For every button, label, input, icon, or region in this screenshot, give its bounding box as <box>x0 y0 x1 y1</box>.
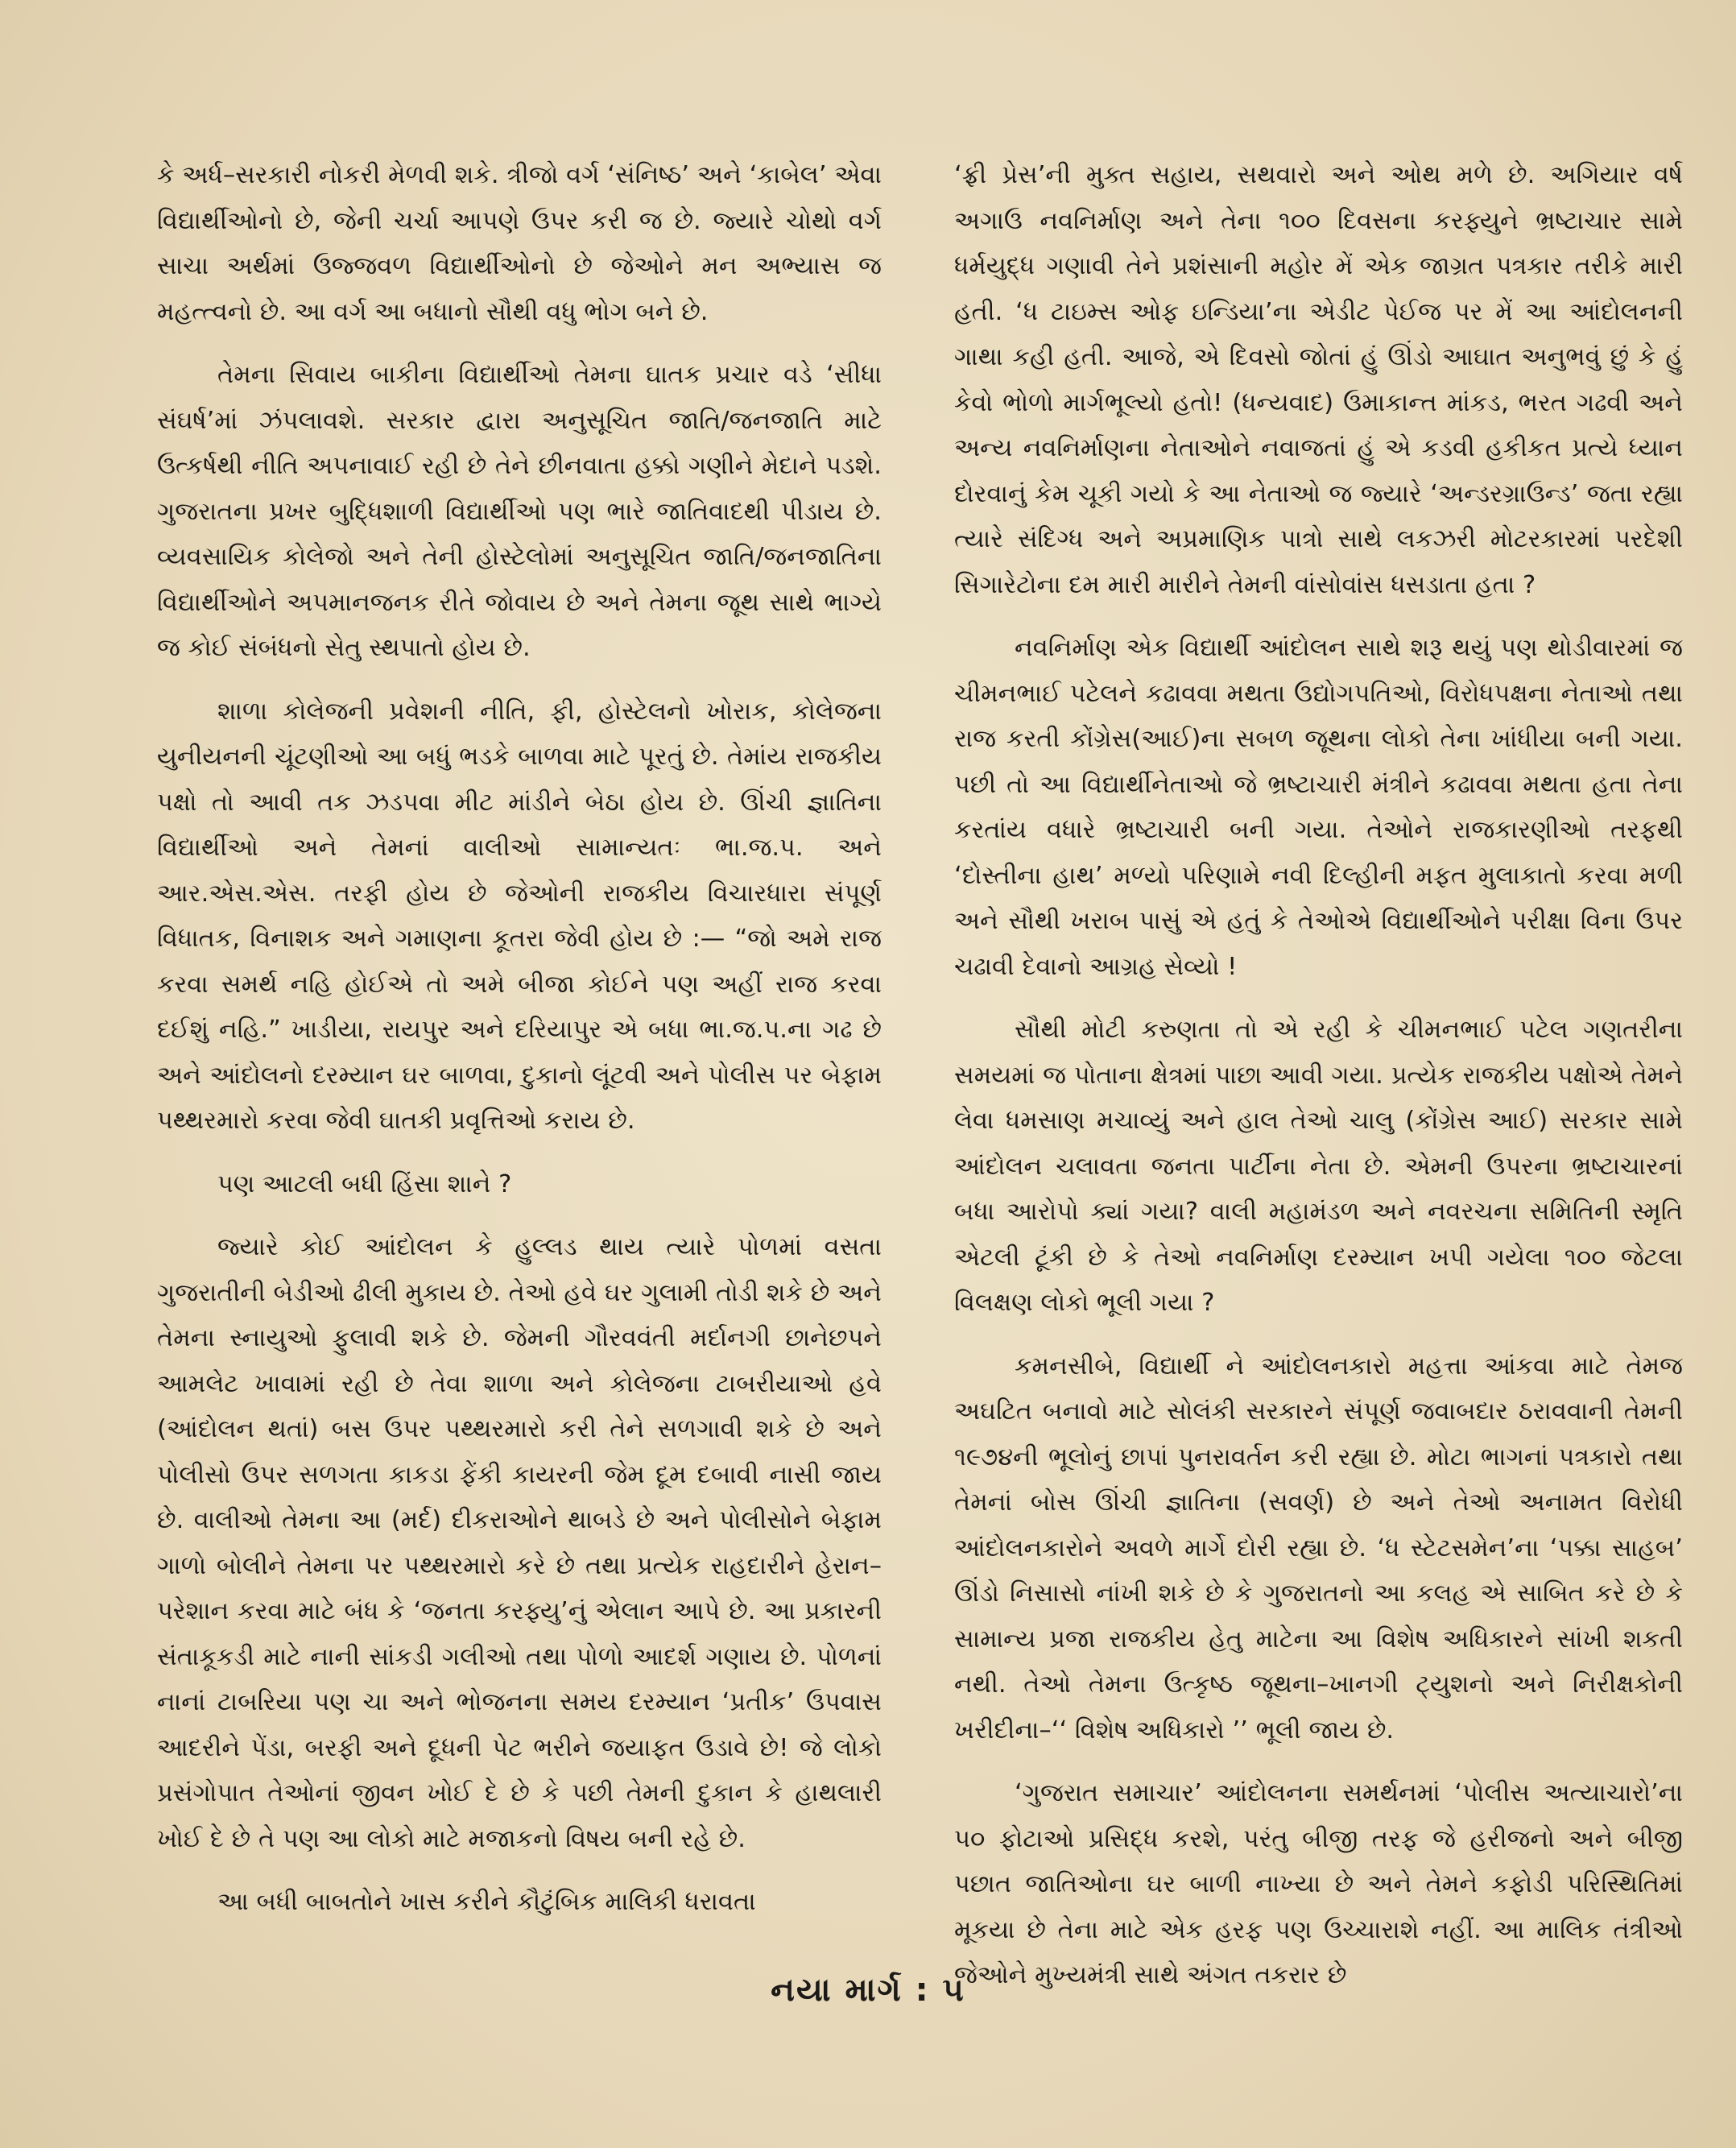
right-paragraph-5: ‘ગુજરાત સમાચાર’ આંદોલનના સમર્થનમાં ‘પોલીસ અત્યાચારો’ના ૫૦ ફોટાઓ પ્રસિદ્ધ કરશે, પરંતુ બીજી તરફ જે હરીજનો અને બીજી પછાત જાતિઓના ઘર બાળી નાખ્યા છે અને તેમને કફોડી પરિસ્થિતિમાં મૂકયા છે તેના માટે એક હરફ પણ ઉચ્ચારાશે નહીં. આ માલિક તંત્રીઓ જેઓને મુખ્યમંત્રી સાથે અંગત તકરાર છે <box>954 1779 1683 1989</box>
section-heading: પણ આટલી બધી હિંસા શાને ? <box>217 1169 512 1198</box>
right-paragraph-3: સૌથી મોટી કરુણતા તો એ રહી કે ચીમનભાઈ પટેલ ગણતરીના સમયમાં જ પોતાના ક્ષેત્રમાં પાછા આવી ગયા. પ્રત્યેક રાજકીય પક્ષોએ તેમને લેવા ધમસાણ મચાવ્યું અને હાલ તેઓ ચાલુ (કોંગ્રેસ આઈ) સરકાર સામે આંદોલન ચલાવતા જનતા પાર્ટીના નેતા છે. એમની ઉપરના ભ્રષ્ટાચારનાં બધા આરોપો ક્યાં ગયા? વાલી મહામંડળ અને નવરચના સમિતિની સ્મૃતિ એટલી ટૂંકી છે કે તેઓ નવનિર્માણ દરમ્યાન ખપી ગયેલા ૧૦૦ જેટલા વિલક્ષણ લોકો ભૂલી ગયા ? <box>954 1016 1683 1317</box>
right-paragraph-2: નવનિર્માણ એક વિદ્યાર્થી આંદોલન સાથે શરૂ થયું પણ થોડીવારમાં જ ચીમનભાઈ પટેલને કઢાવવા મથતા ઉદ્યોગપતિઓ, વિરોધપક્ષના નેતાઓ તથા રાજ કરતી કોંગ્રેસ(આઈ)ના સબળ જૂથના લોકો તેના ખાંધીયા બની ગયા. પછી તો આ વિદ્યાર્થીનેતાઓ જે ભ્રષ્ટાચારી મંત્રીને કઢાવવા મથતા હતા તેના કરતાંય વધારે ભ્રષ્ટાચારી બની ગયા. તેઓને રાજકારણીઓ તરફથી ‘દોસ્તીના હાથ’ મળ્યો પરિણામે નવી દિલ્હીની મફત મુલાકાતો કરવા મળી અને સૌથી ખરાબ પાસું એ હતું કે તેઓએ વિદ્યાર્થીઓને પરીક્ષા વિના ઉપર ચઢાવી દેવાનો આગ્રહ સેવ્યો ! <box>954 634 1684 981</box>
left-paragraph-2: તેમના સિવાય બાકીના વિદ્યાર્થીઓ તેમના ઘાતક પ્રચાર વડે ‘સીધા સંઘર્ષ’માં ઝંપલાવશે. સરકાર દ્વારા અનુસૂચિત જાતિ/જનજાતિ માટે ઉત્કર્ષથી નીતિ અપનાવાઈ રહી છે તેને છીનવાતા હક્કો ગણીને મેદાને પડશે. ગુજરાતના પ્રખર બુદ્ધિશાળી વિદ્યાર્થીઓ પણ ભારે જાતિવાદથી પીડાય છે. વ્યવસાયિક કોલેજો અને તેની હોસ્ટેલોમાં અનુસૂચિત જાતિ/જનજાતિના વિદ્યાર્થીઓને અપમાનજનક રીતે જોવાય છે અને તેમના જૂથ સાથે ભાગ્યે જ કોઈ સંબંધનો સેતુ સ્થપાતો હોય છે. <box>157 361 882 662</box>
left-paragraph-3: શાળા કોલેજની પ્રવેશની નીતિ, ફી, હોસ્ટેલનો ખોરાક, કોલેજના યુનીયનની ચૂંટણીઓ આ બધું ભડકે બાળવા માટે પૂરતું છે. તેમાંય રાજકીય પક્ષો તો આવી તક ઝડપવા મીટ માંડીને બેઠા હોય છે. ઊંચી જ્ઞાતિના વિદ્યાર્થીઓ અને તેમનાં વાલીઓ સામાન્યતઃ ભા.જ.પ. અને આર.એસ.એસ. તરફી હોય છે જેઓની રાજકીય વિચારધારા સંપૂર્ણ વિધાતક, વિનાશક અને ગમાણના કૂતરા જેવી હોય છે :— “જો અમે રાજ કરવા સમર્થ નહિ હોઈએ તો અમે બીજા કોઈને પણ અહીં રાજ કરવા દઈશું નહિ.” ખાડીયા, રાયપુર અને દરિયાપુર એ બધા ભા.જ.પ.ના ગઢ છે અને આંદોલનો દરમ્યાન ઘર બાળવા, દુકાનો લૂંટવી અને પોલીસ પર બેફામ પથ્થરમારો કરવા જેવી ઘાતકી પ્રવૃત્તિઓ કરાય છે. <box>157 697 882 1135</box>
left-paragraph-1: કે અર્ધ–સરકારી નોકરી મેળવી શકે. ત્રીજો વર્ગ ‘સંનિષ્ઠ’ અને ‘કાબેલ’ એવા વિદ્યાર્થીઓનો છે, જેની ચર્ચા આપણે ઉપર કરી જ છે. જ્યારે ચોથો વર્ગ સાચા અર્થમાં ઉજ્જવળ વિદ્યાર્થીઓનો છે જેઓને મન અભ્યાસ જ મહત્ત્વનો છે. આ વર્ગ આ બધાનો સૌથી વધુ ભોગ બને છે. <box>157 161 882 326</box>
left-paragraph-4: જ્યારે કોઈ આંદોલન કે હુલ્લડ થાય ત્યારે પોળમાં વસતા ગુજરાતીની બેડીઓ ઢીલી મુકાય છે. તેઓ હવે ઘર ગુલામી તોડી શકે છે અને તેમના સ્નાયુઓ ફુલાવી શકે છે. જેમની ગૌરવવંતી મર્દાનગી છાનેછપને આમલેટ ખાવામાં રહી છે તેવા શાળા અને કોલેજના ટાબરીયાઓ હવે (આંદોલન થતાં) બસ ઉપર પથ્થરમારો કરી તેને સળગાવી શકે છે અને પોલીસો ઉપર સળગતા કાકડા ફેંકી કાયરની જેમ દૂમ દબાવી નાસી જાય છે. વાલીઓ તેમના આ (મર્દ) દીકરાઓને થાબડે છે અને પોલીસોને બેફામ ગાળો બોલીને તેમના પર પથ્થરમારો કરે છે તથા પ્રત્યેક રાહદારીને હેરાન–પરેશાન કરવા માટે બંધ કે ‘જનતા કરફ્યુ’નું એલાન આપે છે. આ પ્રકારની સંતાકૂકડી માટે નાની સાંકડી ગલીઓ તથા પોળો આદર્શ ગણાય છે. પોળનાં નાનાં ટાબરિયા પણ ચા અને ભોજનના સમય દરમ્યાન ‘પ્રતીક’ ઉપવાસ આદરીને પેંડા, બરફી અને દૂધની પેટ ભરીને જયાફત ઉડાવે છે! જે લોકો પ્રસંગોપાત તેઓનાં જીવન ખોઈ દે છે કે પછી તેમની દુકાન કે હાથલારી ખોઈ દે છે તે પણ આ લોકો માટે મજાકનો વિષય બની રહે છે. <box>157 1233 882 1853</box>
page-footer: નયા માર્ગ : ૫ <box>771 1972 965 2009</box>
right-column <box>954 153 1684 1989</box>
right-paragraph-1: ‘ફ્રી પ્રેસ’ની મુક્ત સહાય, સથવારો અને ઓથ મળે છે. અગિયાર વર્ષ અગાઉ નવનિર્માણ અને તેના ૧૦૦ દિવસના કરફ્યુને ભ્રષ્ટાચાર સામે ધર્મયુદ્ધ ગણાવી તેને પ્રશંસાની મહોર મેં એક જાગ્રત પત્રકાર તરીકે મારી હતી. ‘ધ ટાઇમ્સ ઓફ ઇન્ડિયા’ના એડીટ પેઈજ પર મેં આ આંદોલનની ગાથા કહી હતી. આજે, એ દિવસો જોતાં હું ઊંડો આઘાત અનુભવું છું કે હું કેવો ભોળો માર્ગભૂલ્યો હતો! (ધન્યવાદ) ઉમાકાન્ત માંકડ, ભરત ગઢવી અને અન્ય નવનિર્માણના નેતાઓને નવાજતાં હું એ કડવી હકીકત પ્રત્યે ધ્યાન દોરવાનું કેમ ચૂકી ગયો કે આ નેતાઓ જ જ્યારે ‘અન્ડરગ્રાઉન્ડ’ જતા રહ્યા ત્યારે સંદિગ્ધ અને અપ્રમાણિક પાત્રો સાથે લકઝરી મોટરકારમાં પરદેશી સિગારેટોના દમ મારી મારીને તેમની વાંસોવાંસ ધસડાતા હતા ? <box>954 161 1684 599</box>
left-column <box>157 153 882 1933</box>
left-paragraph-5: આ બધી બાબતોને ખાસ કરીને કૌટુંબિક માલિકી ધરાવતા <box>217 1888 756 1916</box>
right-paragraph-4: કમનસીબે, વિદ્યાર્થી ને આંદોલનકારો મહત્તા આંકવા માટે તેમજ અઘટિત બનાવો માટે સોલંકી સરકારને સંપૂર્ણ જવાબદાર ઠરાવવાની તેમની ૧૯૭૪ની ભૂલોનું છાપાં પુનરાવર્તન કરી રહ્યા છે. મોટા ભાગનાં પત્રકારો તથા તેમનાં બોસ ઊંચી જ્ઞાતિના (સવર્ણ) છે અને તેઓ અનામત વિરોધી આંદોલનકારોને અવળે માર્ગે દોરી રહ્યા છે. ‘ધ સ્ટેટસમેન’ના ‘પક્કા સાહબ’ ઊંડો નિસાસો નાંખી શકે છે કે ગુજરાતનો આ કલહ એ સાબિત કરે છે કે સામાન્ય પ્રજા રાજકીય હેતુ માટેના આ વિશેષ અધિકારને સાંખી શકતી નથી. તેઓ તેમના ઉત્કૃષ્ઠ જૂથના–ખાનગી ટ્યુશનો અને નિરીક્ષકોની ખરીદીના–‘‘ વિશેષ અધિકારો ’’ ભૂલી જાય છે. <box>954 1351 1683 1744</box>
